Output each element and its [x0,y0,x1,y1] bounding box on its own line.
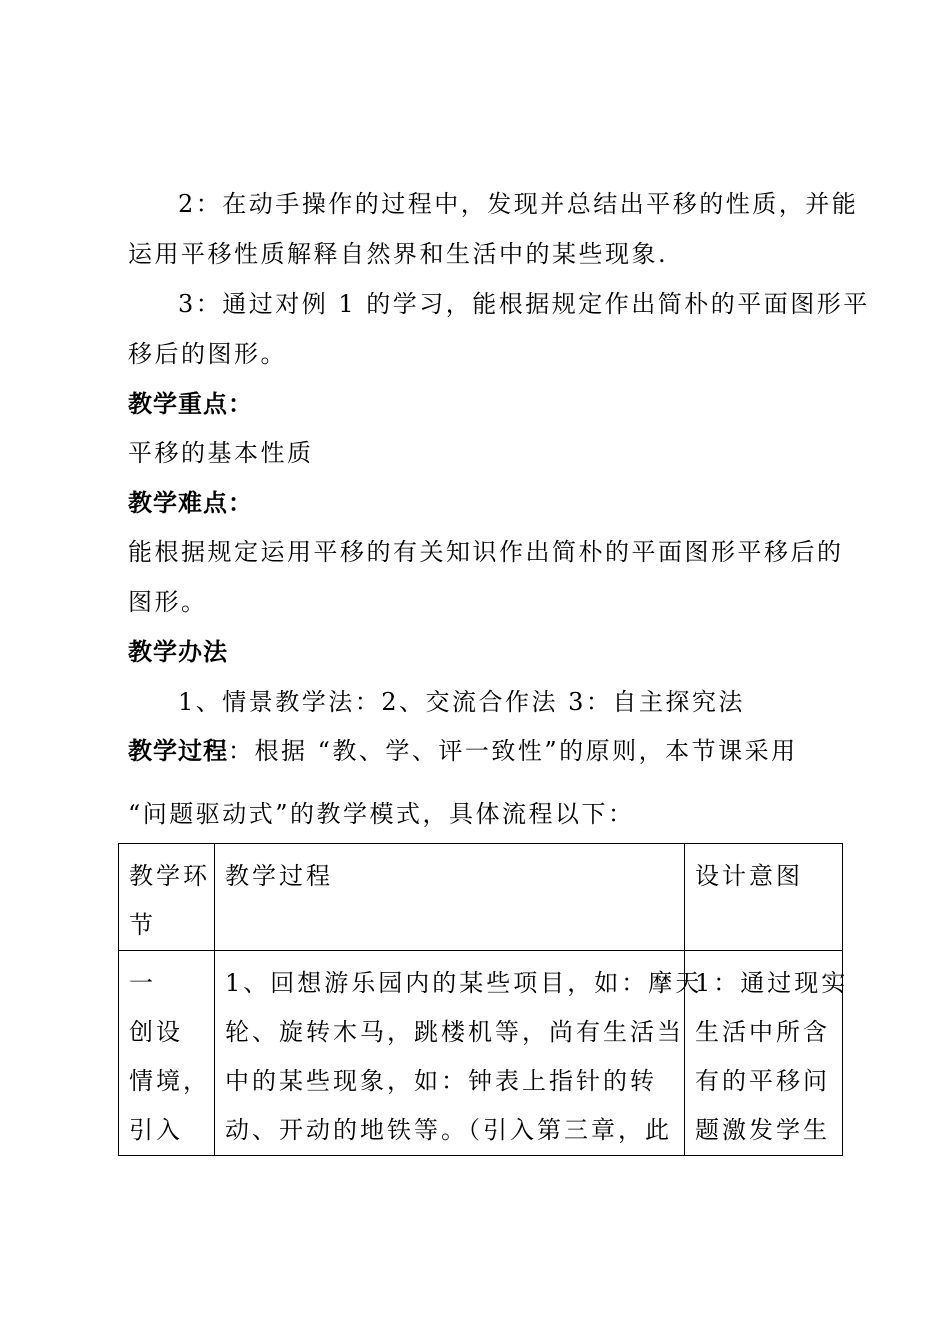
process-line: 动、开动的地铁等。（引入第三章，此 [225,1116,672,1144]
process-line: 中的某些现象，如：钟表上指针的转 [225,1067,657,1095]
process-intro: ：根据 “教、学、评一致性”的原则，本节课采用 [228,737,798,765]
objective-2-line-1: 2：在动手操作的过程中，发现并总结出平移的性质，并能 [178,190,859,218]
process-line-2: “问题驱动式”的教学模式，具体流程以下： [128,800,635,828]
stage-line: 创设 [129,1018,183,1046]
header-stage-line-2: 节 [129,911,156,939]
stage-line: 情境， [129,1067,210,1095]
stage-line: 引入 [129,1116,183,1144]
header-cell-intent [685,844,843,951]
header-stage-line-1: 教学环 [129,862,210,890]
method-text: 1、情景教学法：2、交流合作法 3：自主探究法 [178,688,745,716]
lesson-flow-table [118,843,849,1156]
stage-line: 一 [129,969,156,997]
objective-3-line-2: 移后的图形。 [128,340,287,368]
objective-2-line-2: 运用平移性质解释自然界和生活中的某些现象. [128,240,669,268]
row-1-intent-cell [685,951,849,1156]
row-1-process-cell [215,951,703,1156]
header-cell-process [215,844,685,951]
intent-line: 生活中所含 [695,1018,830,1046]
process-line: 1、回想游乐园内的某些项目，如：摩天 [225,969,703,997]
intent-line: 题激发学生 [695,1116,830,1144]
difficulty-line-2: 图形。 [128,588,208,616]
process-line: 轮、旋转木马，跳楼机等，尚有生活当 [225,1018,684,1046]
process-line-1 [128,735,798,767]
process-heading: 教学过程 [128,737,228,765]
method-heading: 教学办法 [128,638,228,666]
table-header-row [119,844,843,951]
row-1-stage-cell [119,951,215,1156]
table-row [119,951,843,1156]
key-point-heading: 教学重点： [128,390,253,418]
header-process-label: 教学过程 [225,862,333,890]
key-point-text: 平移的基本性质 [128,439,314,467]
intent-line: 有的平移问 [695,1067,830,1095]
objective-3-line-1: 3：通过对例 1 的学习，能根据规定作出简朴的平面图形平 [178,290,870,318]
intent-line: 1：通过现实 [695,969,849,997]
header-intent-label: 设计意图 [695,862,803,890]
difficulty-line-1: 能根据规定运用平移的有关知识作出简朴的平面图形平移后的 [128,538,844,566]
difficulty-heading: 教学难点： [128,489,253,517]
header-cell-stage [119,844,215,951]
